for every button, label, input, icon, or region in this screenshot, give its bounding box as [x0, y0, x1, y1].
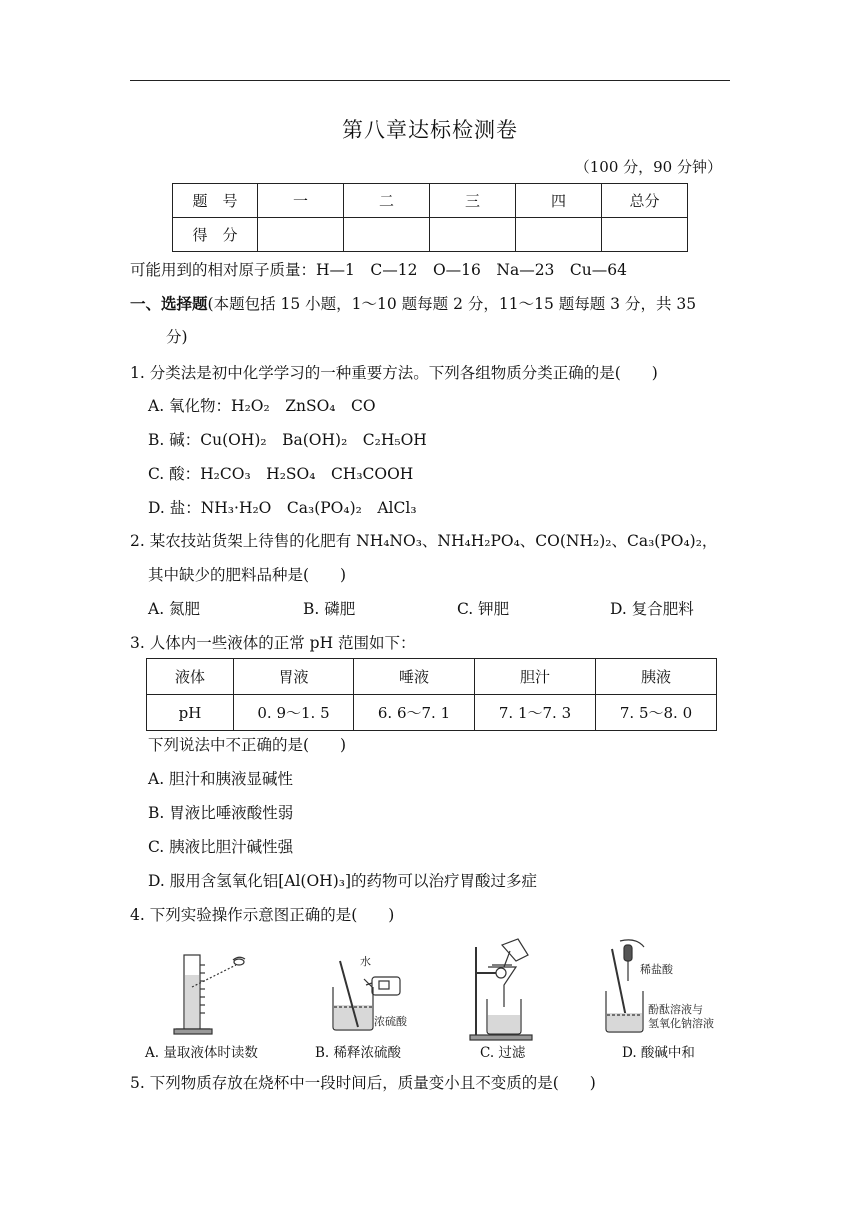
q3-option-d[interactable]: D. 服用含氢氧化铝[Al(OH)₃]的药物可以治疗胃酸过多症	[148, 872, 538, 890]
q3-question: 下列说法中不正确的是( )	[148, 736, 347, 754]
score-cell[interactable]	[430, 218, 516, 252]
section-title: 一、选择题	[130, 294, 208, 313]
score-table-score-row	[173, 218, 688, 252]
q3-option-b[interactable]: B. 胃液比唾液酸性弱	[148, 804, 294, 822]
ph-value-cell: 0. 9～1. 5	[234, 695, 354, 731]
q1-option-c[interactable]: C. 酸：H₂CO₃ H₂SO₄ CH₃COOH	[148, 465, 414, 483]
ph-header-cell: 胰液	[596, 659, 717, 695]
score-header-cell: 四	[516, 184, 602, 218]
q1-option-a[interactable]: A. 氧化物：H₂O₂ ZnSO₄ CO	[148, 397, 376, 415]
q4-caption-a[interactable]: A. 量取液体时读数	[145, 1045, 258, 1061]
ph-header-cell: 胃液	[234, 659, 354, 695]
score-cell[interactable]	[344, 218, 430, 252]
q5-stem: 5. 下列物质存放在烧杯中一段时间后，质量变小且不变质的是( )	[130, 1074, 596, 1092]
score-header-cell: 三	[430, 184, 516, 218]
atomic-masses: 可能用到的相对原子质量：H—1 C—12 O—16 Na—23 Cu—64	[130, 261, 627, 279]
graduated-cylinder-illustration	[174, 955, 245, 1034]
q2-option-b[interactable]: B. 磷肥	[303, 600, 356, 618]
header-rule	[130, 80, 730, 81]
score-header-cell: 总分	[602, 184, 688, 218]
q1-stem: 1. 分类法是初中化学学习的一种重要方法。下列各组物质分类正确的是( )	[130, 364, 658, 382]
ph-value-cell: 7. 5～8. 0	[596, 695, 717, 731]
score-cell[interactable]	[258, 218, 344, 252]
score-header-cell: 二	[344, 184, 430, 218]
ph-value-cell: 6. 6～7. 1	[354, 695, 475, 731]
q4-stem: 4. 下列实验操作示意图正确的是( )	[130, 906, 395, 924]
label-indicator-1: 酚酞溶液与	[648, 1003, 703, 1016]
ph-table-header-row	[147, 659, 717, 695]
q4-caption-b[interactable]: B. 稀释浓硫酸	[315, 1045, 402, 1061]
score-header-cell: 题 号	[173, 184, 258, 218]
score-row-label: 得 分	[173, 218, 258, 252]
section-desc: (本题包括 15 小题，1～10 题每题 2 分，11～15 题每题 3 分，共 35	[207, 295, 697, 313]
score-table	[172, 183, 688, 252]
page-title: 第八章达标检测卷	[342, 118, 518, 142]
q4-caption-d[interactable]: D. 酸碱中和	[622, 1045, 695, 1061]
score-header-cell: 一	[258, 184, 344, 218]
score-table-header-row	[173, 184, 688, 218]
score-time-info: （100 分，90 分钟）	[574, 158, 722, 176]
label-dilute-hcl: 稀盐酸	[640, 963, 673, 976]
neutralization-illustration	[606, 940, 644, 1032]
q2-option-a[interactable]: A. 氮肥	[148, 600, 201, 618]
ph-value-cell: 7. 1～7. 3	[475, 695, 596, 731]
section-desc-cont: 分)	[166, 328, 188, 346]
ph-header-cell: 液体	[147, 659, 234, 695]
score-cell[interactable]	[602, 218, 688, 252]
q3-option-a[interactable]: A. 胆汁和胰液显碱性	[148, 770, 294, 788]
q1-option-d[interactable]: D. 盐：NH₃·H₂O Ca₃(PO₄)₂ AlCl₃	[148, 499, 417, 517]
q1-option-b[interactable]: B. 碱：Cu(OH)₂ Ba(OH)₂ C₂H₅OH	[148, 431, 427, 449]
q2-option-c[interactable]: C. 钾肥	[457, 600, 510, 618]
ph-table-value-row	[147, 695, 717, 731]
label-indicator-2: 氢氧化钠溶液	[648, 1017, 714, 1030]
q3-stem: 3. 人体内一些液体的正常 pH 范围如下：	[130, 634, 416, 652]
q2-stem: 2. 某农技站货架上待售的化肥有 NH₄NO₃、NH₄H₂PO₄、CO(NH₂)₂、Ca₃(PO₄)₂，	[130, 532, 718, 550]
ph-table	[146, 658, 717, 731]
q3-option-c[interactable]: C. 胰液比胆汁碱性强	[148, 838, 294, 856]
label-water: 水	[360, 955, 371, 968]
q2-option-d[interactable]: D. 复合肥料	[610, 600, 694, 618]
q2-stem-cont: 其中缺少的肥料品种是( )	[148, 566, 347, 584]
ph-row-label: pH	[147, 695, 234, 731]
q4-caption-c[interactable]: C. 过滤	[480, 1045, 526, 1061]
filtration-illustration	[470, 939, 532, 1040]
ph-header-cell: 胆汁	[475, 659, 596, 695]
label-conc-acid: 浓硫酸	[374, 1015, 407, 1028]
ph-header-cell: 唾液	[354, 659, 475, 695]
section-heading	[130, 293, 696, 315]
score-cell[interactable]	[516, 218, 602, 252]
